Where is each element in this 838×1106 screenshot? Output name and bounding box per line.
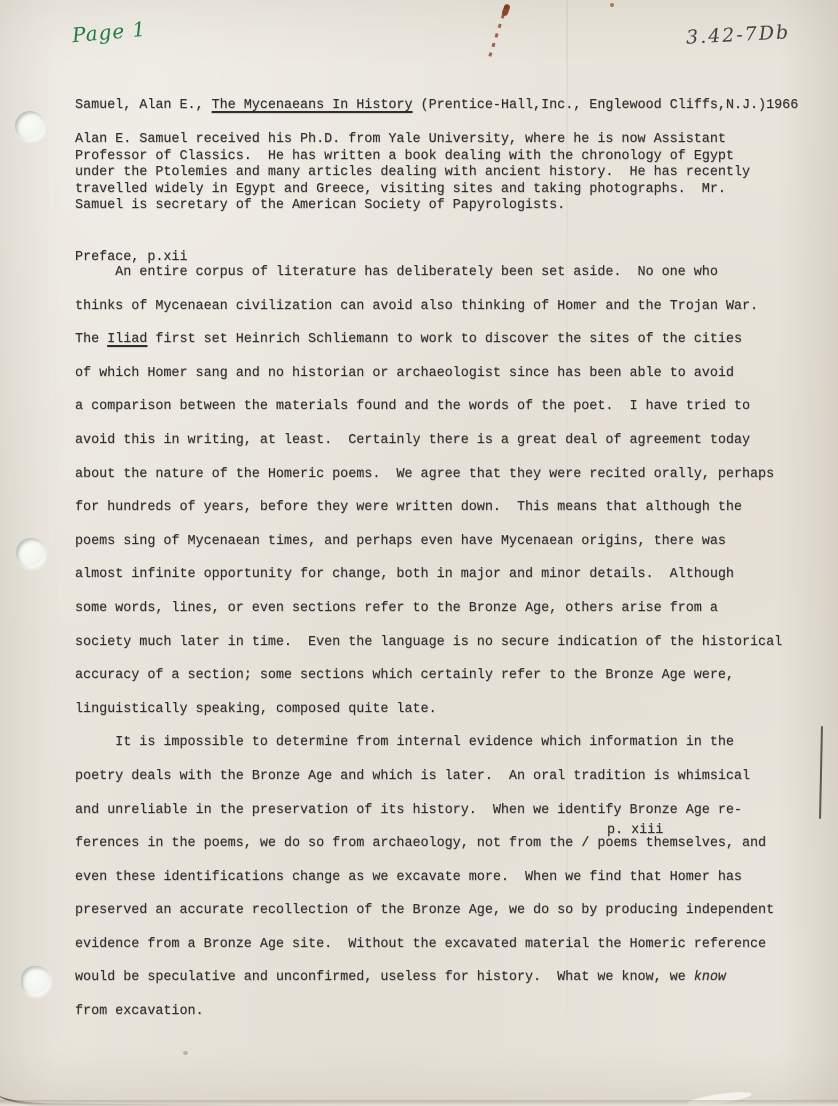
punch-hole-top: [15, 111, 45, 141]
text-line: [75, 323, 782, 357]
text-line: [75, 726, 782, 760]
gray-speck: [183, 1051, 188, 1055]
text-segment: a comparison between the materials found and the words of the poet. I have tried to: [75, 399, 750, 415]
text-line: [75, 390, 782, 424]
citation-title: The Mycenaeans In History: [211, 98, 413, 113]
text-line: [75, 693, 782, 727]
margin-pen-line: [819, 726, 823, 819]
text-segment: travelled widely in Egypt and Greece, visiting sites and taking photographs. Mr.: [75, 181, 726, 197]
text-segment: poems sing of Mycenaean times, and perhaps even have Mycenaean origins, there was: [75, 533, 726, 549]
text-segment: under the Ptolemies and many articles dealing with ancient history. He has recently: [75, 165, 750, 180]
text-segment: An entire corpus of literature has deliberately been set aside. No one who: [75, 265, 718, 280]
text-segment: The: [75, 332, 108, 348]
text-segment: preserved an accurate recollection of the Bronze Age, we do so by producing independent: [75, 903, 775, 919]
rust-stain-blob: [501, 3, 511, 16]
section-heading: Preface, p.xii: [75, 250, 188, 265]
punch-hole-middle: [16, 538, 46, 568]
text-line: [75, 827, 782, 861]
text-segment: society much later in time. Even the language is no secure indication of the historical: [75, 634, 783, 650]
citation-publisher: (Prentice-Hall,Inc., Englewood Cliffs,N.J.)1966: [412, 98, 799, 113]
text-line: [75, 525, 782, 559]
text-line: [75, 132, 750, 149]
text-segment: about the nature of the Homeric poems. We agree that they were recited orally, perhaps: [75, 466, 775, 482]
text-segment: It is impossible to determine from internal evidence which information in the: [75, 735, 734, 751]
citation-author: Samuel, Alan E.,: [75, 98, 212, 113]
text-segment: know: [693, 970, 726, 986]
text-line: [75, 894, 782, 928]
text-segment: ferences in the poems, we do so from archaeology, not from the / poems themselves, and: [75, 836, 767, 852]
text-line: [75, 659, 782, 693]
text-line: [75, 290, 782, 324]
text-segment: for hundreds of years, before they were written down. This means that although the: [75, 500, 742, 516]
text-line: [75, 961, 782, 995]
text-segment: and unreliable in the preservation of its history. When we identify Bronze Age re-: [75, 802, 742, 818]
text-segment: linguistically speaking, composed quite late.: [75, 701, 437, 717]
underlying-sheet-strip: [0, 1100, 838, 1106]
text-segment: some words, lines, or even sections refer to the Bronze Age, others arise from a: [75, 600, 718, 616]
text-line: [75, 491, 782, 525]
text-line: [75, 357, 782, 391]
text-line: [75, 592, 782, 626]
handwritten-code: 3.42-7Db: [685, 21, 791, 49]
text-segment: Iliad: [107, 332, 148, 348]
text-segment: of which Homer sang and no historian or archaeologist since has been able to avoid: [75, 365, 734, 381]
punch-hole-bottom: [21, 966, 51, 996]
text-line: [75, 760, 782, 794]
text-line: [75, 149, 750, 166]
text-segment: from excavation.: [75, 1004, 204, 1020]
text-line: [75, 995, 782, 1029]
text-line: [75, 198, 750, 215]
text-segment: avoid this in writing, at least. Certainly there is a great deal of agreement today: [75, 432, 750, 448]
text-line: [75, 558, 782, 592]
text-segment: even these identifications change as we excavate more. When we find that Homer has: [75, 869, 742, 885]
text-line: [75, 794, 782, 828]
text-segment: almost infinite opportunity for change, both in major and minor details. Although: [75, 567, 734, 583]
text-line: [75, 165, 750, 182]
text-line: [75, 861, 782, 895]
text-segment: Professor of Classics. He has written a book dealing with the chronology of Egypt: [75, 148, 734, 164]
text-line: [75, 458, 782, 492]
body-text: [75, 256, 782, 1029]
text-line: [75, 182, 750, 199]
bio-paragraph: [75, 132, 750, 215]
text-segment: first set Heinrich Schliemann to work to discover the sites of the cities: [147, 332, 742, 348]
text-line: [75, 424, 782, 458]
handwritten-page-label: Page 1: [71, 16, 148, 48]
rust-speck: [610, 3, 614, 7]
text-segment: poetry deals with the Bronze Age and which is later. An oral tradition is whimsical: [75, 768, 750, 784]
text-line: [75, 928, 782, 962]
text-segment: accuracy of a section; some sections which certainly refer to the Bronze Age were,: [75, 668, 734, 684]
citation-line: [75, 98, 798, 114]
text-segment: Samuel is secretary of the American Society of Papyrologists.: [75, 198, 566, 213]
text-line: [75, 626, 782, 660]
text-segment: thinks of Mycenaean civilization can avoid also thinking of Homer and the Trojan War.: [75, 298, 759, 314]
text-segment: would be speculative and unconfirmed, useless for history. What we know, we: [75, 970, 694, 986]
text-segment: evidence from a Bronze Age site. Without the excavated material the Homeric reference: [75, 936, 767, 952]
text-line: [75, 256, 782, 290]
text-segment: Alan E. Samuel received his Ph.D. from Yale University, where he is now Assistant: [75, 132, 726, 147]
inline-page-ref: p. xiii: [607, 823, 664, 838]
